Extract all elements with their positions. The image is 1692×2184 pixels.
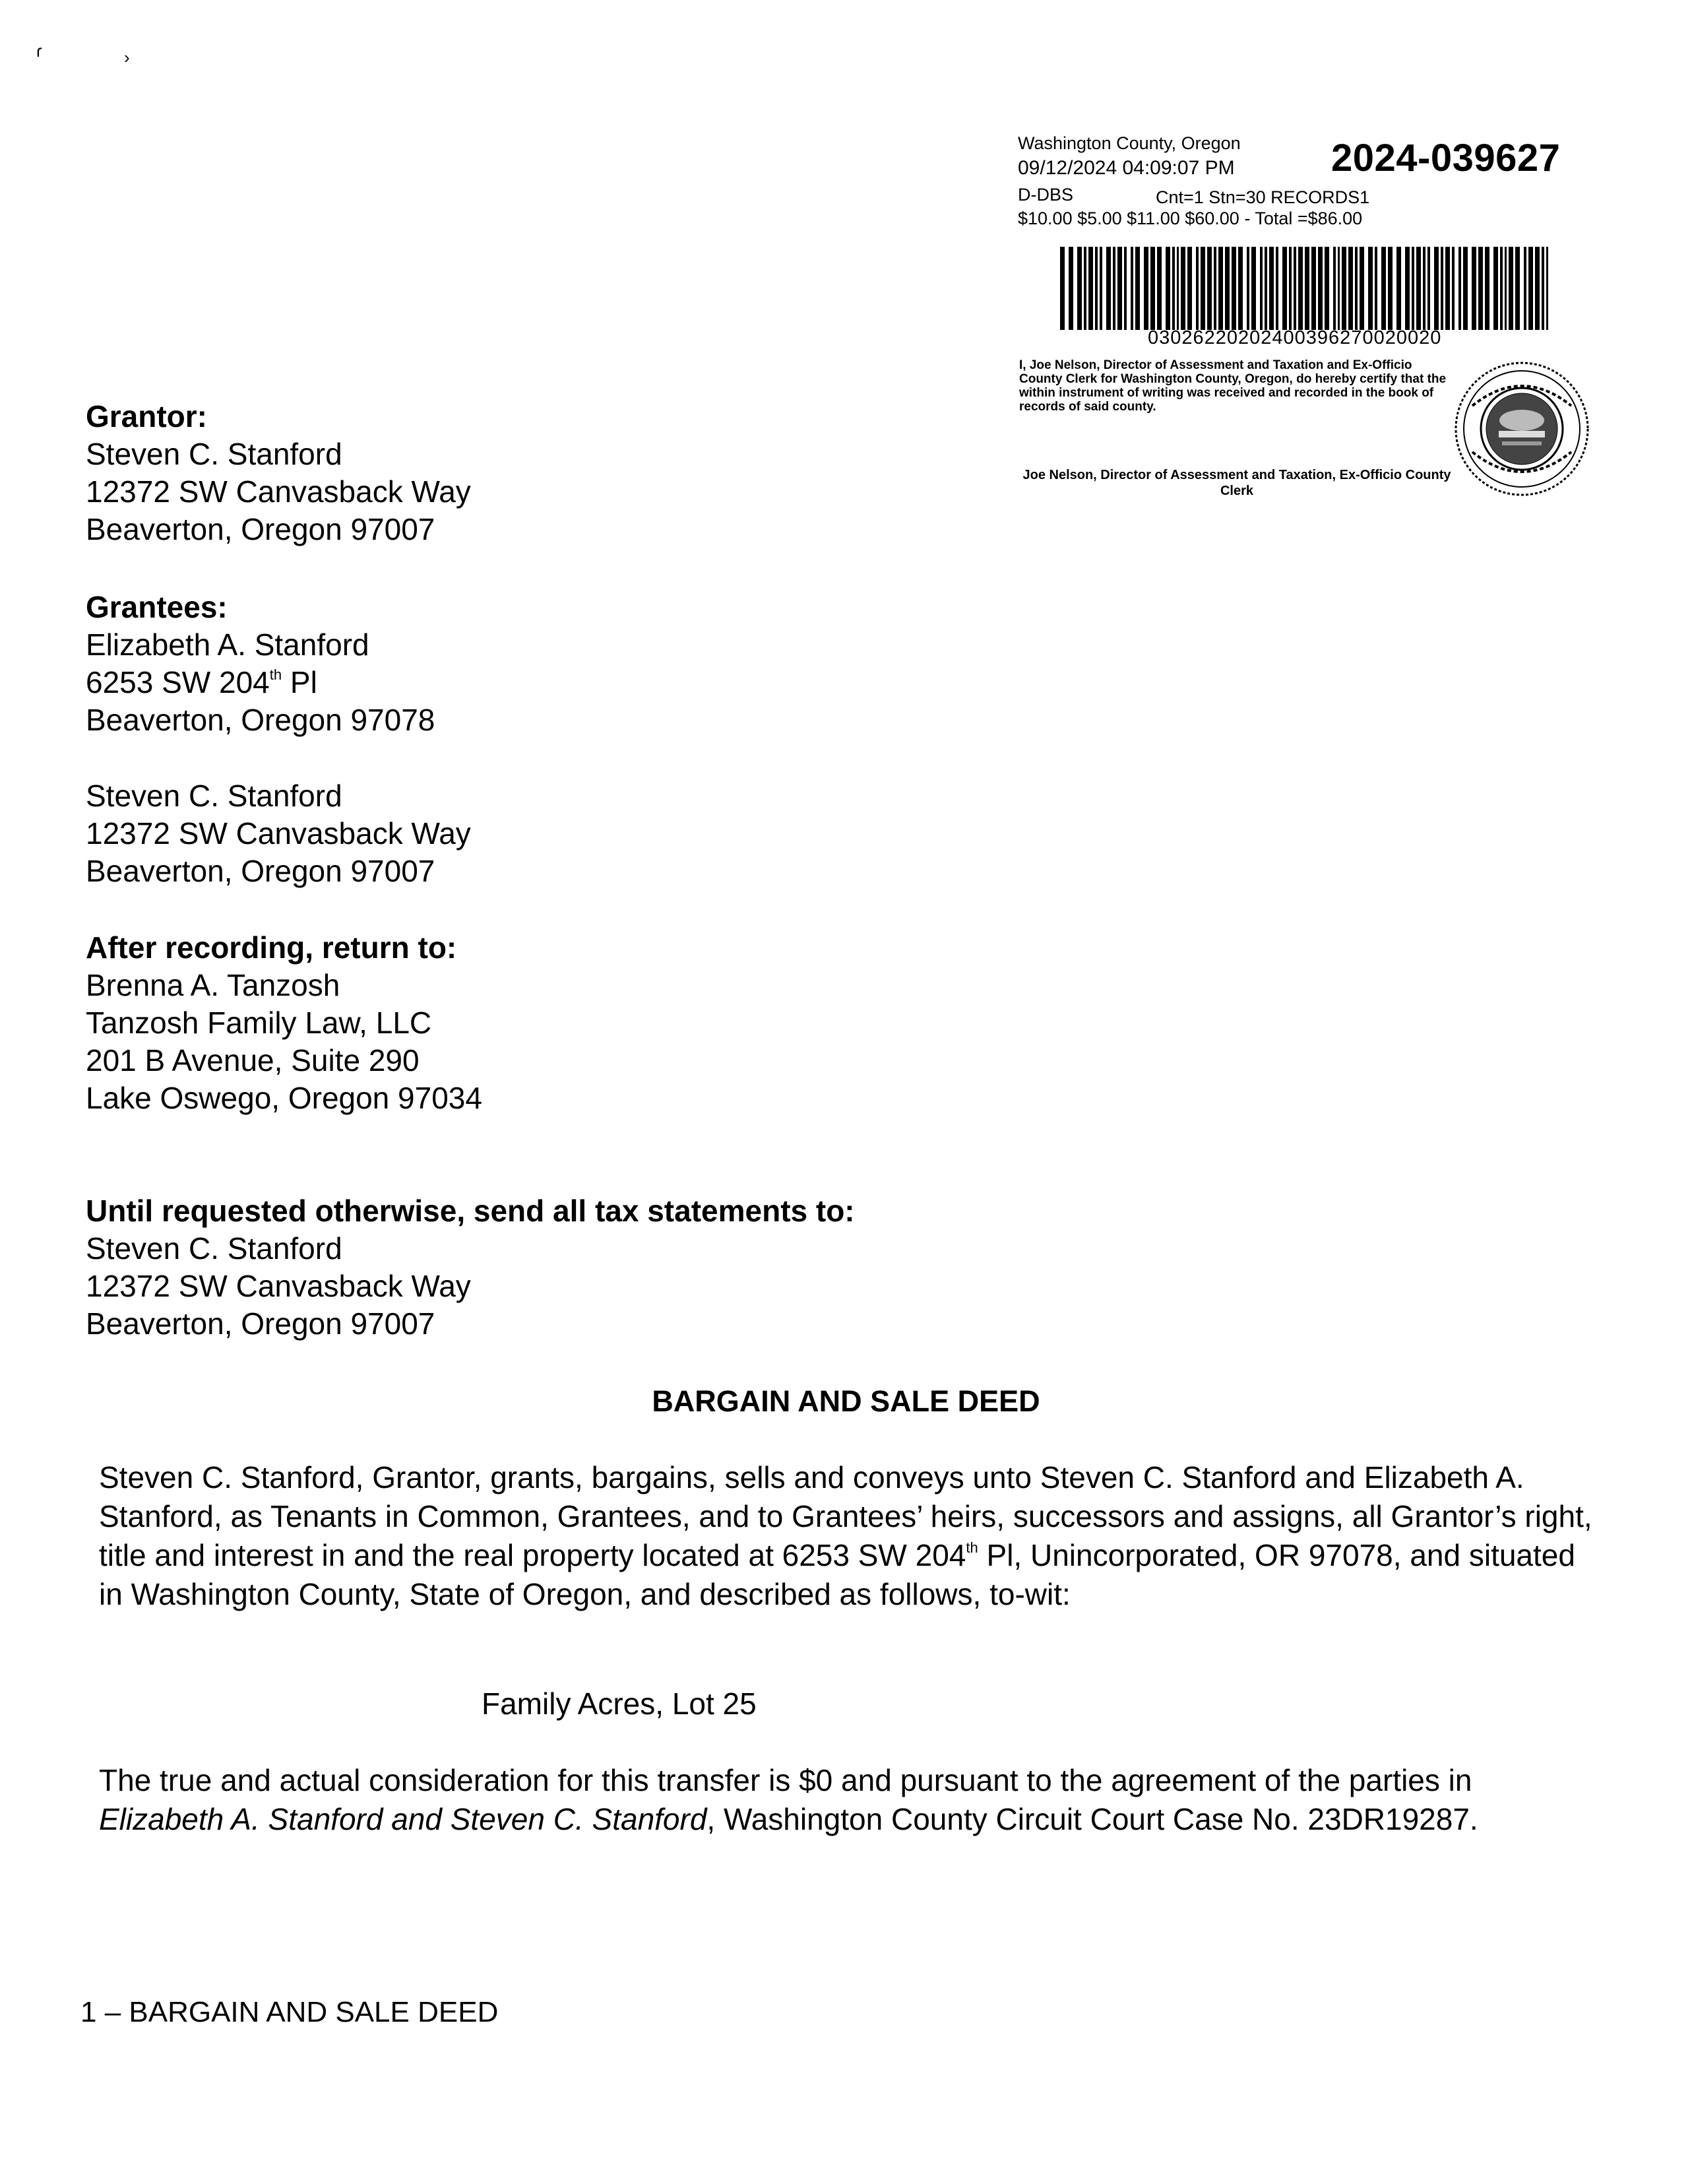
barcode-bar [1434,247,1439,330]
conveyance-paragraph: Steven C. Stanford, Grantor, grants, bargains, sells and conveys unto Steven C. Stanford and Elizabeth A. Stanford, as Tenants in Common, Grantees, and to Grantees’ heirs, successors and assigns, all Grantor’s right, title and interest in and the real property located at 6253 SW 204th Pl, Unincorporated, OR 97078, and situated in Washington County, State of Oregon, and described as follows, to-wit: [99,1460,1592,1611]
barcode-bar [1333,247,1336,330]
stamp-datetime: 09/12/2024 04:09:07 PM [1018,157,1235,179]
barcode-bar [1546,247,1548,330]
barcode-bar [1500,247,1503,330]
barcode-bar [1305,247,1309,330]
barcode-bar [1423,247,1426,330]
barcode-bar [1381,247,1386,330]
barcode-bar [1077,247,1082,330]
barcode-bar [1478,247,1483,330]
barcode-bar [1106,247,1111,330]
grantee-2-street: 12372 SW Canvasback Way [86,816,471,851]
return-to-city: Lake Oswego, Oregon 97034 [86,1081,482,1115]
barcode-bar [1289,247,1292,330]
stamp-code: D-DBS [1018,185,1074,205]
barcode-bar [1515,247,1520,330]
barcode-bar [1214,247,1216,330]
grantor-city: Beaverton, Oregon 97007 [86,512,435,546]
barcode-bar [1396,247,1401,330]
barcode-bar [1445,247,1450,330]
grantor-name: Steven C. Stanford [86,437,342,471]
barcode-bar [1238,247,1243,330]
tax-statements-name: Steven C. Stanford [86,1231,342,1266]
barcode-bar [1528,247,1533,330]
barcode-bar [1157,247,1162,330]
barcode-bar [1318,247,1323,330]
barcode-bar [1069,247,1073,330]
grantees-block [86,589,435,739]
barcode-bar [1505,247,1507,330]
return-to-street: 201 B Avenue, Suite 290 [86,1043,420,1077]
barcode-bar [1441,247,1443,330]
barcode-bar [1412,247,1414,330]
return-to-name: Brenna A. Tanzosh [86,968,340,1002]
barcode-bar [1166,247,1170,330]
stamp-county: Washington County, Oregon [1018,133,1241,153]
barcode-bar [1524,247,1526,330]
barcode-bar [1060,247,1065,330]
barcode-bar [1088,247,1093,330]
grantee-1-city: Beaverton, Oregon 97078 [86,703,435,737]
tax-statements-heading: Until requested otherwise, send all tax statements to: [86,1194,855,1228]
barcode-bar [1509,247,1513,330]
return-to-firm: Tanzosh Family Law, LLC [86,1006,432,1040]
grantees-heading: Grantees: [86,590,228,624]
barcode-bar [1265,247,1267,330]
barcode-bar [1251,247,1256,330]
barcode-bar [1124,247,1127,330]
barcode-bar [1294,247,1296,330]
barcode-bar [1355,247,1358,330]
grantee-1-name: Elizabeth A. Stanford [86,627,369,662]
barcode-bar [1187,247,1192,330]
barcode-bar [1201,247,1205,330]
barcode-bar [1416,247,1421,330]
barcode-bar [1117,247,1122,330]
barcode-bar [1493,247,1498,330]
barcode-bar [1542,247,1544,330]
clerk-signature-line: Joe Nelson, Director of Assessment and Taxation, Ex-Officio County Clerk [1022,468,1451,498]
barcode-bar [1225,247,1230,330]
legal-description: Family Acres, Lot 25 [482,1686,757,1721]
deed-title: BARGAIN AND SALE DEED [652,1384,1040,1418]
scan-mark: ɾ [36,41,42,61]
document-number: 2024-039627 [1331,137,1561,179]
barcode-bar [1535,247,1540,330]
barcode-bar [1298,247,1303,330]
barcode-bar [1232,247,1236,330]
grantee-2-city: Beaverton, Oregon 97007 [86,854,435,888]
return-to-heading: After recording, return to: [86,930,457,965]
barcode-bar [1196,247,1199,330]
stamp-fees: $10.00 $5.00 $11.00 $60.00 - Total =$86.00 [1018,209,1363,228]
tax-statements-block [86,1192,855,1343]
barcode-bar [1375,247,1377,330]
barcode-bar [1177,247,1179,330]
barcode-bar [1348,247,1353,330]
barcode-bar [1218,247,1223,330]
barcode-bar [1360,247,1364,330]
barcode-bar [1388,247,1393,330]
stamp-count-info: Cnt=1 Stn=30 RECORDS1 [1156,187,1370,207]
barcode-bar [1150,247,1155,330]
barcode-bar [1095,247,1098,330]
grantor-block [86,398,471,548]
barcode-bar [1472,247,1476,330]
barcode-bar [1276,247,1278,330]
scan-mark: › [124,48,130,67]
grantee-2-block [86,777,471,890]
grantor-heading: Grantor: [86,399,207,434]
barcode-bar [1458,247,1461,330]
barcode-bar [1144,247,1148,330]
barcode-bar [1485,247,1489,330]
barcode-number: 03026220202400396270020020 [1148,327,1442,348]
barcode-bar [1325,247,1329,330]
barcode-bar [1405,247,1410,330]
barcode-bar [1207,247,1212,330]
barcode-bar [1452,247,1455,330]
return-to-block [86,929,482,1117]
barcode-bar [1282,247,1287,330]
tax-statements-street: 12372 SW Canvasback Way [86,1269,471,1303]
barcode-bar [1135,247,1140,330]
grantee-2-name: Steven C. Stanford [86,779,342,813]
tax-statements-city: Beaverton, Oregon 97007 [86,1306,435,1341]
grantee-1-street: 6253 SW 204th Pl [86,665,317,699]
barcode-bar [1113,247,1115,330]
case-caption: Elizabeth A. Stanford and Steven C. Stanford [99,1802,707,1836]
barcode-bar [1100,247,1102,330]
barcode-bar [1269,247,1274,330]
barcode-bar [1172,247,1175,330]
consideration-paragraph: The true and actual consideration for this transfer is $0 and pursuant to the agreement of the parties in Elizabeth A. Stanford and Steven C. Stanford, Washington County Circuit Court Case No. 23DR19287. [99,1763,1478,1836]
page-footer: 1 – BARGAIN AND SALE DEED [80,1996,499,2028]
county-seal-icon [1453,360,1591,498]
barcode-bar [1084,247,1086,330]
certification-text: I, Joe Nelson, Director of Assessment and Taxation and Ex-Officio County Clerk for Washington County, Oregon, do hereby certify that the within instrument of writing was received and recorded in the book of records of said county. [1019,358,1447,414]
barcode-bar [1338,247,1340,330]
barcode-bar [1131,247,1133,330]
barcode-bar [1181,247,1185,330]
barcode-bar [1247,247,1249,330]
barcode-bar [1463,247,1468,330]
barcode [1060,247,1548,330]
barcode-bar [1260,247,1263,330]
barcode-bar [1342,247,1346,330]
barcode-bar [1427,247,1430,330]
grantor-street: 12372 SW Canvasback Way [86,474,471,509]
barcode-bar [1368,247,1373,330]
barcode-bar [1311,247,1316,330]
